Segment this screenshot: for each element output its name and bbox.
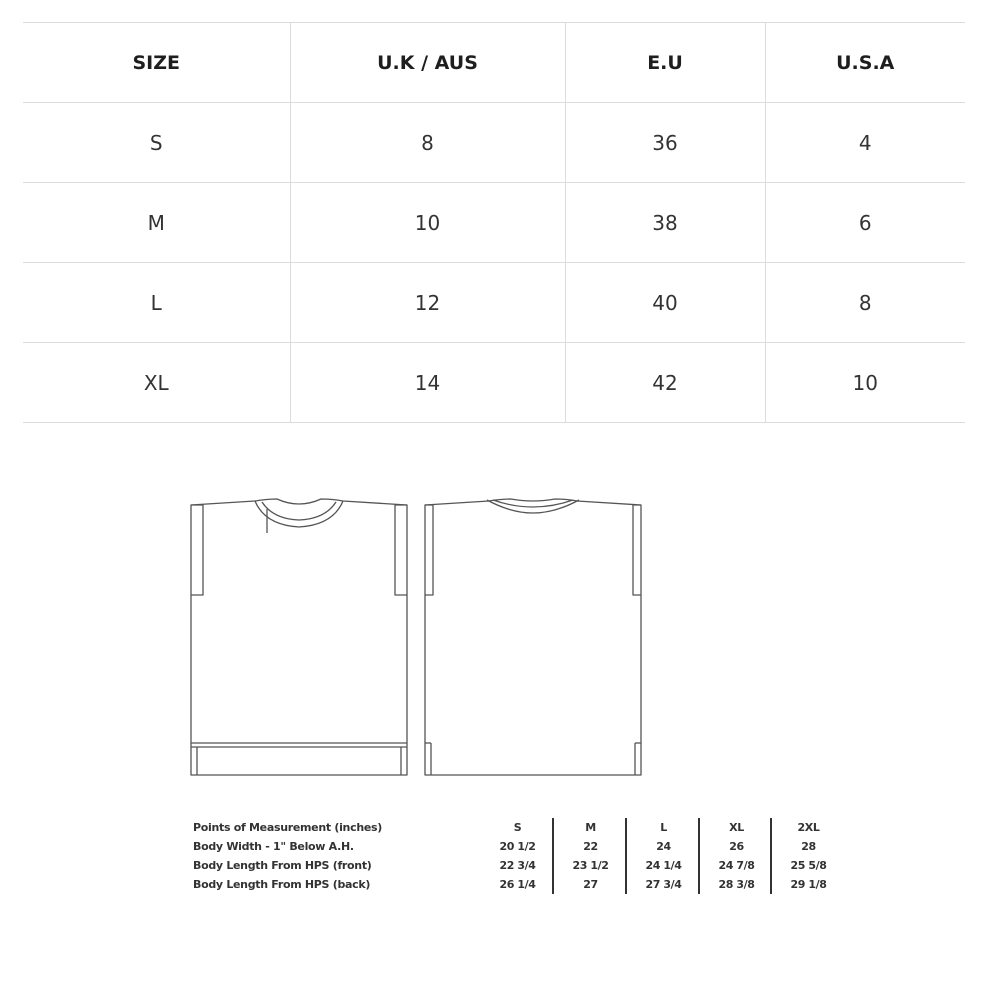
table-cell: S [23, 103, 290, 183]
table-cell: 6 [765, 183, 965, 263]
table-row [23, 343, 965, 423]
measurement-value: 28 3/8 [718, 878, 755, 891]
measurement-value: 22 3/4 [499, 859, 536, 872]
table-cell: XL [23, 343, 290, 423]
size-conversion-table [23, 22, 965, 423]
column-size: M [585, 821, 596, 834]
table-cell: M [23, 183, 290, 263]
column-size: L [660, 821, 667, 834]
measurement-value: 27 [583, 878, 598, 891]
size-table-header-row [23, 23, 965, 103]
tshirt-front-outline-icon [187, 495, 412, 777]
measurement-label: Body Length From HPS (front) [193, 859, 372, 872]
measurement-column-l [627, 818, 700, 894]
measurement-column-xl [700, 818, 773, 894]
measurement-value: 23 1/2 [572, 859, 609, 872]
measurement-column-m [554, 818, 627, 894]
measurement-label: Points of Measurement (inches) [193, 821, 382, 834]
measurement-value: 25 5/8 [790, 859, 827, 872]
table-cell: 36 [565, 103, 765, 183]
column-size: S [513, 821, 522, 834]
measurement-column-s [481, 818, 554, 894]
table-cell: 14 [290, 343, 565, 423]
measurement-value: 29 1/8 [790, 878, 827, 891]
measurement-value: 22 [583, 840, 598, 853]
measurement-column-2xl [772, 818, 845, 894]
header-size: SIZE [23, 23, 290, 103]
table-cell: 8 [290, 103, 565, 183]
tshirt-back-outline-icon [421, 495, 646, 777]
table-cell: L [23, 263, 290, 343]
table-row [23, 103, 965, 183]
measurement-value: 27 3/4 [645, 878, 682, 891]
table-cell: 10 [290, 183, 565, 263]
table-row [23, 183, 965, 263]
measurement-table [193, 818, 833, 896]
header-usa: U.S.A [765, 23, 965, 103]
table-cell: 38 [565, 183, 765, 263]
measurement-value: 24 1/4 [645, 859, 682, 872]
table-cell: 10 [765, 343, 965, 423]
measurement-value: 24 [656, 840, 671, 853]
measurement-value: 28 [801, 840, 816, 853]
measurement-value: 24 7/8 [718, 859, 755, 872]
table-cell: 4 [765, 103, 965, 183]
header-uk-aus: U.K / AUS [290, 23, 565, 103]
table-cell: 42 [565, 343, 765, 423]
table-cell: 8 [765, 263, 965, 343]
table-row [23, 263, 965, 343]
measurement-labels [193, 818, 483, 894]
column-size: XL [729, 821, 744, 834]
measurement-value: 26 [729, 840, 744, 853]
measurement-label: Body Width - 1" Below A.H. [193, 840, 354, 853]
measurement-value: 20 1/2 [499, 840, 536, 853]
measurement-label: Body Length From HPS (back) [193, 878, 371, 891]
measurement-value: 26 1/4 [499, 878, 536, 891]
header-eu: E.U [565, 23, 765, 103]
table-cell: 40 [565, 263, 765, 343]
column-size: 2XL [797, 821, 820, 834]
table-cell: 12 [290, 263, 565, 343]
